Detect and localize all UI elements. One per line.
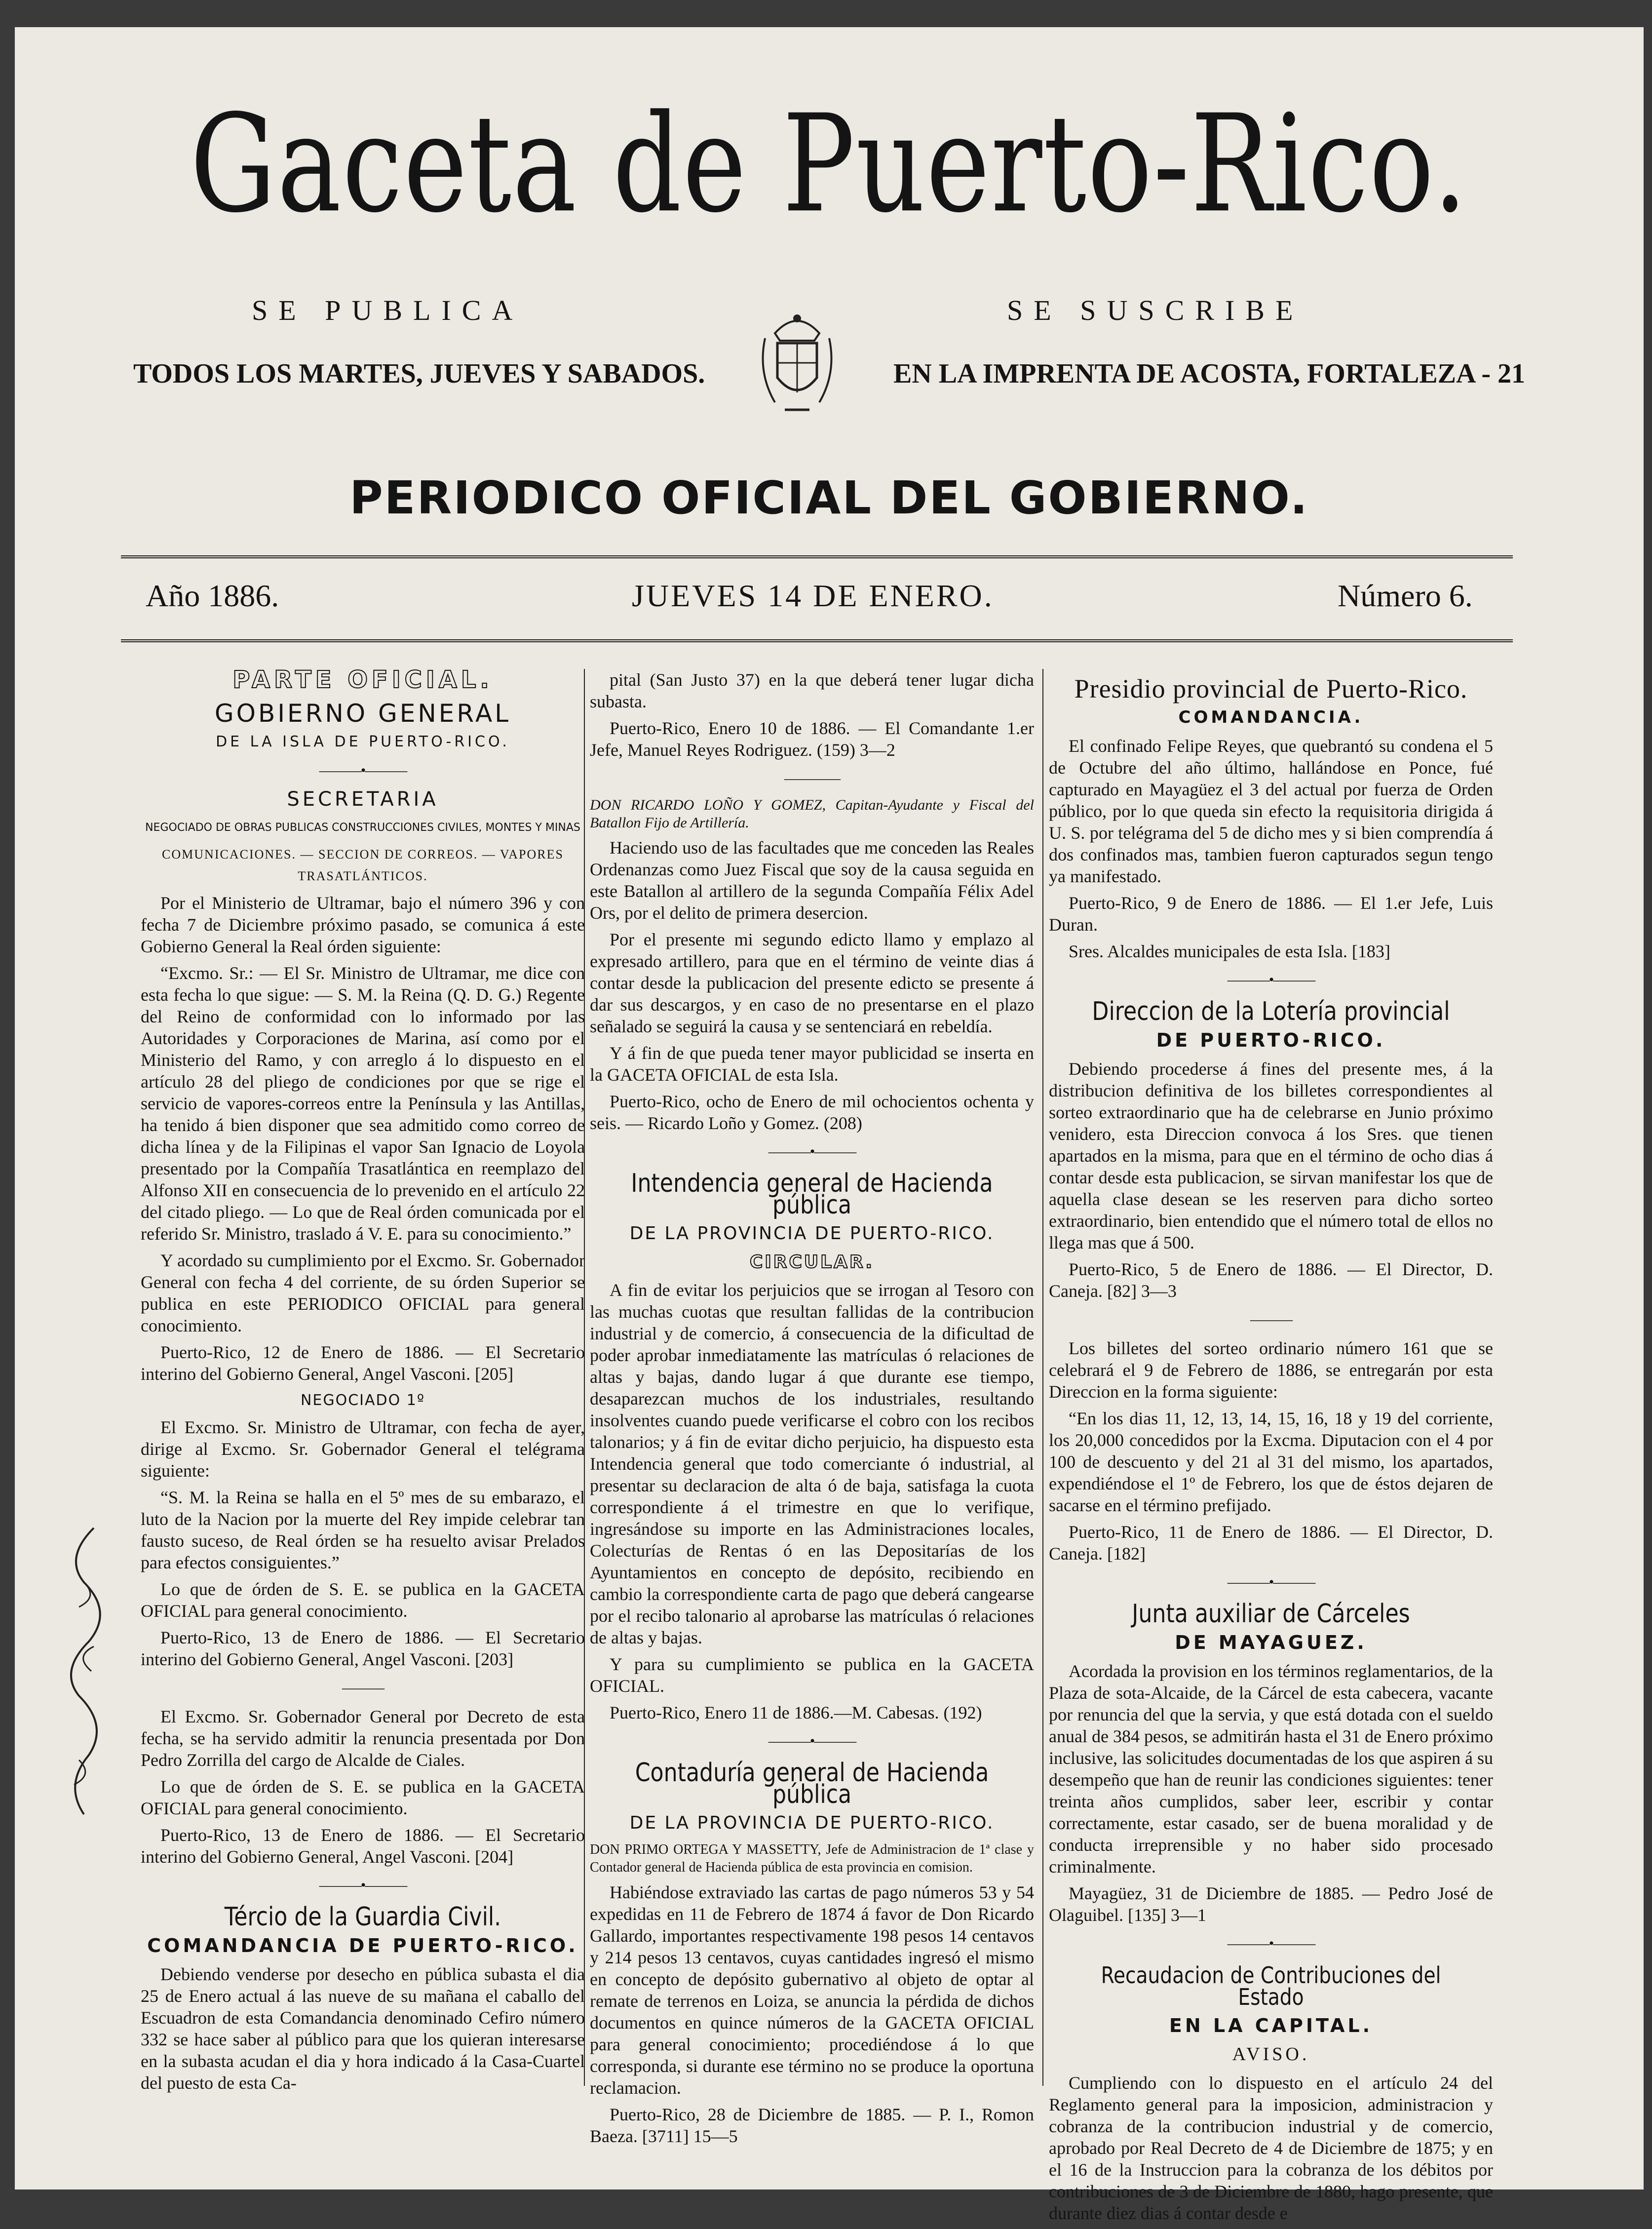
official-subtitle: PERIODICO OFICIAL DEL GOBIERNO. xyxy=(349,471,1309,524)
ornament: ———— xyxy=(784,770,840,786)
signature-line: Puerto-Rico, 28 de Diciembre de 1885. — P. I., Romon Baeza. [3711] 15—5 xyxy=(590,2105,1034,2146)
negociado-line: NEGOCIADO DE OBRAS PUBLICAS CONSTRUCCIONES CIVILES, MONTES Y MINAS xyxy=(145,821,580,834)
paragraph: Y á fin de que pueda tener mayor publicidad se inserta en la GACETA OFICIAL de esta Isla. xyxy=(590,1043,1034,1085)
paragraph: “S. M. la Reina se halla en el 5º mes de su embarazo, el luto de la Nacion por la muerte del Rey impide celebrar tan fausto suceso, de Real órden se ha resuelto avisar Prelados para efectos consiguientes.” xyxy=(141,1487,585,1572)
paragraph: pital (San Justo 37) en la que deberá tener lugar dicha subasta. xyxy=(590,670,1034,711)
suscribe-heading: SE SUSCRIBE xyxy=(1007,294,1304,326)
issue-year: Año 1886. xyxy=(146,578,279,613)
issue-number: Número 6. xyxy=(1338,578,1473,613)
presidio-heading: Presidio provincial de Puerto-Rico. xyxy=(1074,674,1468,704)
publica-heading: SE PUBLICA xyxy=(252,294,524,326)
ornament: ———•——— xyxy=(1227,1935,1315,1952)
comandancia-subheading: COMANDANCIA DE PUERTO-RICO. xyxy=(147,1935,578,1956)
paragraph: “Excmo. Sr.: — El Sr. Ministro de Ultramar, me dice con esta fecha lo que sigue: — S. M. la Reina (Q. D. G.) Regente del Reino de conformidad con lo informado por las Autoridades y Corporaciones de Marina, así como por el Ministerio del Ramo, y con arreglo á lo dispuesto en el artículo 28 del pliego de condiciones por que se rige el servicio de vapores-correos entre la Península y las Antillas, ha tenido á bien disponer que sea admitido como correo de dicha línea y de la Filipinas el vapor San Ignacio de Loyola presentado por la Compañía Trasatlántica en reemplazo del Alfonso XII en consecuencia de lo prevenido en el artículo 22 del citado pliego. — Lo que de Real órden comunicada por el referido Sr. Ministro, traslado á V. E. para su conocimiento.” xyxy=(141,963,585,1244)
signature-line: Puerto-Rico, 13 de Enero de 1886. — El Secretario interino del Gobierno General, Angel Vasconi. [203] xyxy=(141,1628,585,1669)
publication-days: TODOS LOS MARTES, JUEVES Y SABADOS. xyxy=(133,358,705,389)
paragraph: A fin de evitar los perjuicios que se irrogan al Tesoro con las muchas cuotas que resultan fallidas de la contribucion industrial y de comercio, á consecuencia de la dificultad de poder aprobar inmediatamente las matrículas ó relaciones de altas y bajas, dando lugar á que durante ese tiempo, desaparezcan muchos de los industriales, resultando insolventes cuando puede verificarse el cobro con los recibos talonarios; y á fin de evitar dicho perjuicio, ha dispuesto esta Intendencia general que todo comerciante ó industrial, al presentar su declaracion de alta ó de baja, satisfaga la cuota correspondiente á el trimestre en que lo verifique, ingresándose su importe en las Administraciones locales, Colecturías de Rentas ó en las Depositarías de los Ayuntamientos en concepto de depósito, recibiendo en cambio la correspondiente carta de pago que deberá cangearse por el recibo talonario al aprobarse las matrículas ó relaciones de altas y bajas. xyxy=(590,1280,1034,1647)
isla-subheading: DE LA ISLA DE PUERTO-RICO. xyxy=(216,733,510,750)
coat-of-arms-icon xyxy=(755,304,839,417)
issue-date: JUEVES 14 DE ENERO. xyxy=(632,578,994,613)
paragraph: Cumpliendo con lo dispuesto en el artículo 24 del Reglamento general para la imposicion, administracion y cobranza de la contribucion industrial y de comercio, aprobado por Real Decreto de 4 de Diciembre de 1875; y en el 16 de la Instruccion para la cobranza de los débitos por contribuciones de 3 de Diciembre de 1880, hago presente, que durante diez dias á contar desde e xyxy=(1049,2073,1493,2223)
paragraph: Por el Ministerio de Ultramar, bajo el número 396 y con fecha 7 de Diciembre próximo pasado, se comunica á este Gobierno General la Real órden siguiente: xyxy=(141,893,585,956)
ornament: ———•——— xyxy=(1227,1574,1315,1590)
gobierno-general-heading: GOBIERNO GENERAL xyxy=(214,699,511,728)
signature-line: Puerto-Rico, 5 de Enero de 1886. — El Director, D. Caneja. [82] 3—3 xyxy=(1049,1259,1493,1301)
ornament: ———•——— xyxy=(768,1143,856,1160)
ornament: ——— xyxy=(342,1680,384,1696)
negociado-1-heading: NEGOCIADO 1º xyxy=(300,1392,425,1409)
intendencia-heading: Intendencia general de Hacienda pública xyxy=(631,1169,993,1220)
masthead-title: Gaceta de Puerto-Rico. xyxy=(190,86,1468,243)
ornament: ——— xyxy=(1250,1311,1292,1328)
column-3 xyxy=(1049,669,1493,2229)
column-1 xyxy=(141,666,585,2099)
paragraph: Lo que de órden de S. E. se publica en la GACETA OFICIAL para general conocimiento. xyxy=(141,1777,585,1818)
loteria-heading: Direccion de la Lotería provincial xyxy=(1092,997,1450,1026)
paragraph: Acordada la provision en los términos reglamentarios, de la Plaza de sota-Alcaide, de la Cárcel de esta cabecera, vacante por renuncia del que la servia, y que está dotada con el sueldo anual de 384 pesos, se admitirán hasta el 31 de Enero próximo inclusive, las solicitudes documentadas de los que aspiren á su desempeño que han de reunir las condiciones siguientes: tener treinta años cumplidos, saber leer, escribir y contar correctamente, estar casado, ser de buena moralidad y de conducta irreprensible y no haber sido procesado criminalmente. xyxy=(1049,1661,1493,1877)
loteria-subheading: DE PUERTO-RICO. xyxy=(1156,1029,1386,1051)
paragraph: Habiéndose extraviado las cartas de pago números 53 y 54 expedidas en 11 de Febrero de 1874 á favor de Don Ricardo Gallardo, importantes respectivamente 198 pesos 14 centavos y 214 pesos 13 centavos, cuyas cantidades ingresó el mismo en concepto de depósito gubernativo al objeto de optar al remate de terrenos en Loiza, se anuncia la pérdida de dichos documentos en quince números de la GACETA OFICIAL para general conocimiento; procediéndose á lo que corresponda, si durante ese término no se produce la oportuna reclamacion. xyxy=(590,1882,1034,2098)
paragraph: Por el presente mi segundo edicto llamo y emplazo al expresado artillero, para que en el término de veinte dias á contar desde la publicacion del presente edicto se presente á dar sus descargos, y en caso de no presentarse en el plazo señalado se seguirá la causa y se sentenciará en rebeldía. xyxy=(590,930,1034,1036)
aviso-heading: AVISO. xyxy=(1232,2044,1310,2065)
column-divider xyxy=(1042,669,1043,2086)
presidio-subheading: COMANDANCIA. xyxy=(1178,707,1364,727)
ornament: ———•——— xyxy=(319,762,407,779)
contaduria-heading: Contaduría general de Hacienda pública xyxy=(635,1758,989,1809)
intendencia-subheading: DE LA PROVINCIA DE PUERTO-RICO. xyxy=(629,1223,995,1244)
paragraph: Y para su cumplimiento se publica en la GACETA OFICIAL. xyxy=(590,1654,1034,1696)
signature-line: Puerto-Rico, ocho de Enero de mil ochocientos ochenta y seis. — Ricardo Loño y Gomez. (208) xyxy=(590,1092,1034,1133)
ornament: ———•——— xyxy=(319,1877,407,1893)
paragraph: Lo que de órden de S. E. se publica en la GACETA OFICIAL para general conocimiento. xyxy=(141,1579,585,1621)
column-2 xyxy=(590,669,1034,2152)
contaduria-subheading: DE LA PROVINCIA DE PUERTO-RICO. xyxy=(629,1813,995,1833)
comunicaciones-line: COMUNICACIONES. — SECCION DE CORREOS. — VAPORES TRASATLÁNTICOS. xyxy=(162,847,564,883)
signature-line: Puerto-Rico, Enero 11 de 1886.—M. Cabesas. (192) xyxy=(610,1703,982,1722)
signature-line: Puerto-Rico, Enero 10 de 1886. — El Comandante 1.er Jefe, Manuel Reyes Rodriguez. (159) 3—2 xyxy=(590,718,1034,760)
recaudacion-heading: Recaudacion de Contribuciones del Estado xyxy=(1101,1962,1441,2010)
ornament: ———•——— xyxy=(1227,972,1315,988)
newspaper-page xyxy=(15,27,1644,2223)
top-rule xyxy=(121,555,1513,558)
paragraph: Los billetes del sorteo ordinario número 161 que se celebrará el 9 de Febrero de 1886, se entregarán por esta Direccion en la forma siguiente: xyxy=(1049,1338,1493,1402)
tercio-heading: Tércio de la Guardia Civil. xyxy=(224,1902,501,1932)
printing-house: EN LA IMPRENTA DE ACOSTA, FORTALEZA - 21 xyxy=(893,358,1525,389)
circular-heading: CIRCULAR. xyxy=(749,1252,875,1272)
signature-line: Puerto-Rico, 9 de Enero de 1886. — El 1.er Jefe, Luis Duran. xyxy=(1049,893,1493,935)
junta-subheading: DE MAYAGUEZ. xyxy=(1175,1632,1367,1653)
parte-oficial-heading: PARTE OFICIAL. xyxy=(232,666,493,694)
paragraph: Debiendo venderse por desecho en pública subasta el dia 25 de Enero actual á las nueve de su mañana el caballo del Escuadron de esta Comandancia denominado Cefiro número 332 se hace saber al público para que los quieran interesarse en la subasta acudan el dia y hora indicado á la Casa-Cuartel del puesto de esta Ca- xyxy=(141,1964,585,2093)
recaudacion-subheading: EN LA CAPITAL. xyxy=(1169,2015,1373,2036)
signature-line: Puerto-Rico, 13 de Enero de 1886. — El Secretario interino del Gobierno General, Angel Vasconi. [204] xyxy=(141,1825,585,1867)
paragraph: Y acordado su cumplimiento por el Excmo. Sr. Gobernador General con fecha 4 del corriente, de su órden Superior se publica en este PERIODICO OFICIAL para general conocimiento. xyxy=(141,1251,585,1335)
signature-line: Puerto-Rico, 12 de Enero de 1886. — El Secretario interino del Gobierno General, Angel Vasconi. [205] xyxy=(141,1342,585,1384)
bottom-rule xyxy=(121,639,1513,642)
ornament: ———•——— xyxy=(768,1733,856,1749)
paragraph: Debiendo procederse á fines del presente mes, á la distribucion definitiva de los billetes correspondientes al sorteo extraordinario que ha de celebrarse en Junio próximo venidero, esta Direccion convoca á los Sres. que tienen apartados en la misma, para que en el término de ocho dias á contar desde esta publicacion, se sirvan manifestar los que de aquella clase desean se les reserven para dicho sorteo extraordinario, bien entendido que el número total de ellos no llega mas que á 500. xyxy=(1049,1059,1493,1252)
paragraph: “En los dias 11, 12, 13, 14, 15, 16, 18 y 19 del corriente, los 20,000 concedidos por la Excma. Diputacion con el 4 por 100 de descuento y del 21 al 31 del mismo, los apartados, expendiéndose el 1º de Febrero, los que de éstos dejaren de sacarse en el término prefijado. xyxy=(1049,1408,1493,1515)
signature-line: Puerto-Rico, 11 de Enero de 1886. — El Director, D. Caneja. [182] xyxy=(1049,1522,1493,1564)
paragraph: El confinado Felipe Reyes, que quebrantó su condena el 5 de Octubre del año último, hallándose en Ponce, fué capturado en Mayagüez el 3 del actual por fuerza de Orden público, por lo que queda sin efecto la requisitoria dirigida á U. S. por telégrama del 5 de dicho mes y si bien comprendía á dos confinados mas, tambien fueron capturados segun tengo ya manifestado. xyxy=(1049,736,1493,886)
paragraph: Haciendo uso de las facultades que me conceden las Reales Ordenanzas como Juez Fiscal que soy de la causa seguida en este Batallon al artillero de la segunda Compañía Félix Adel Ors, por el delito de primera desercion. xyxy=(590,838,1034,923)
handwritten-margin-note xyxy=(44,1508,123,1824)
secretaria-heading: SECRETARIA xyxy=(287,788,439,811)
signature-line: Mayagüez, 31 de Diciembre de 1885. — Pedro José de Olaguibel. [135] 3—1 xyxy=(1049,1883,1493,1925)
paragraph: Sres. Alcaldes municipales de esta Isla. [183] xyxy=(1069,941,1390,961)
paragraph: El Excmo. Sr. Ministro de Ultramar, con fecha de ayer, dirige al Excmo. Sr. Gobernador General el telégrama siguiente: xyxy=(141,1417,585,1481)
paragraph: El Excmo. Sr. Gobernador General por Decreto de esta fecha, se ha servido admitir la renuncia presentada por Don Pedro Zorrilla del cargo de Alcalde de Ciales. xyxy=(141,1707,585,1770)
contaduria-officer: DON PRIMO ORTEGA Y MASSETTY, Jefe de Administracion de 1ª clase y Contador general de Hacienda pública de esta provincia en comision. xyxy=(590,1842,1034,1875)
junta-heading: Junta auxiliar de Cárceles xyxy=(1132,1599,1410,1629)
edict-heading: DON RICARDO LOÑO Y GOMEZ, Capitan-Ayudante y Fiscal del Batallon Fijo de Artillería. xyxy=(590,797,1034,831)
